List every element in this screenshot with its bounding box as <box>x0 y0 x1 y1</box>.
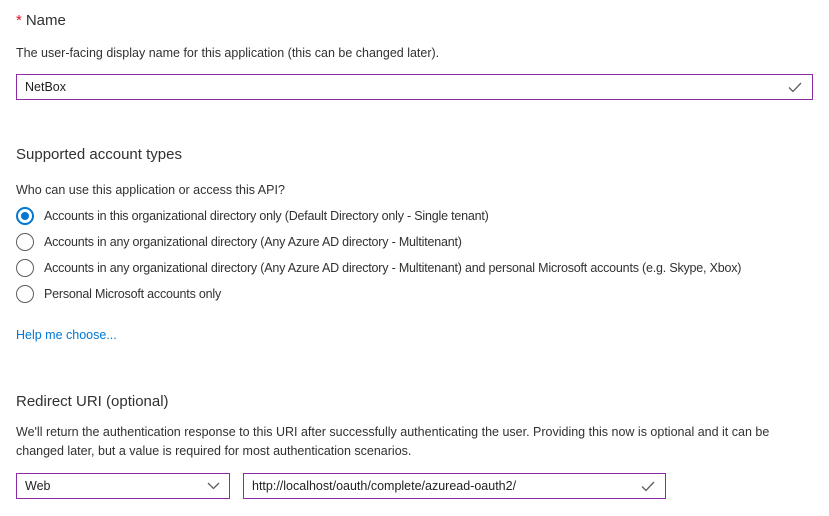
redirect-uri-input-container <box>243 473 666 499</box>
radio-option-label: Accounts in any organizational directory (Any Azure AD directory - Multitenant) <box>44 235 462 249</box>
redirect-uri-title: Redirect URI (optional) <box>16 393 169 410</box>
radio-option-label: Personal Microsoft accounts only <box>44 287 222 301</box>
chevron-down-icon <box>207 479 220 493</box>
radio-option-multitenant[interactable] <box>16 229 813 255</box>
radio-button-icon[interactable] <box>16 233 34 251</box>
radio-option-label: Accounts in any organizational directory (Any Azure AD directory - Multitenant) and personal Microsoft accounts (e.g. Skype, Xbox) <box>44 261 742 275</box>
checkmark-icon <box>788 82 802 93</box>
radio-option-multitenant-personal[interactable] <box>16 255 813 281</box>
name-title-text: Name <box>25 12 66 29</box>
radio-button-icon[interactable] <box>16 285 34 303</box>
name-input[interactable] <box>25 80 780 94</box>
radio-option-label: Accounts in this organizational directory only (Default Directory only - Single tenant) <box>44 209 489 223</box>
account-types-question: Who can use this application or access this API? <box>16 183 285 197</box>
redirect-uri-description: We'll return the authentication response to this URI after successfully authenticating the user. Providing this now is optional and it can be changed later, but a value is required for most authentication scenarios. <box>16 425 770 458</box>
account-types-radio-group <box>16 203 813 307</box>
radio-button-icon[interactable] <box>16 207 34 225</box>
help-me-choose-link[interactable]: Help me choose... <box>16 328 117 342</box>
name-input-container <box>16 74 813 100</box>
radio-option-single-tenant[interactable] <box>16 203 813 229</box>
radio-option-personal-only[interactable] <box>16 281 813 307</box>
redirect-uri-input[interactable] <box>252 479 633 493</box>
name-section-title <box>16 10 813 31</box>
platform-select-value: Web <box>25 479 51 493</box>
platform-select[interactable] <box>16 473 230 499</box>
required-asterisk: * <box>16 12 22 29</box>
account-types-title: Supported account types <box>16 146 182 163</box>
radio-button-icon[interactable] <box>16 259 34 277</box>
redirect-uri-row <box>16 473 813 499</box>
checkmark-icon <box>641 481 655 492</box>
name-description: The user-facing display name for this application (this can be changed later). <box>16 46 440 60</box>
